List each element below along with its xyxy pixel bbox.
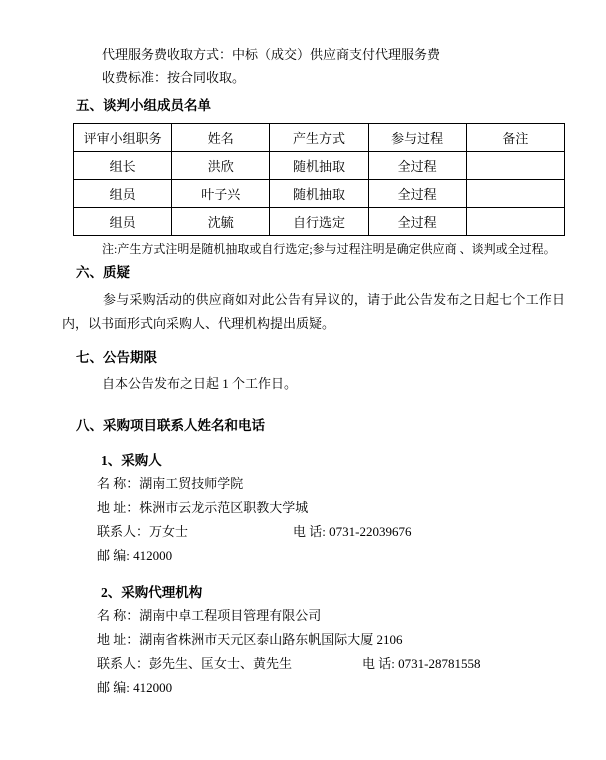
cell-role: 组员 (74, 208, 172, 236)
section6-body: 参与采购活动的供应商如对此公告有异议的，请于此公告发布之日起七个工作日内，以书面形式向采购人、代理机构提出质疑。 (62, 292, 565, 331)
negotiation-group-table (73, 123, 565, 236)
cell-role: 组员 (74, 180, 172, 208)
purchaser-zip-line (97, 544, 597, 568)
agency-address: 地 址：湖南省株洲市天元区泰山路东帆国际大厦 2106 (97, 632, 403, 647)
agency-address-line (97, 628, 597, 652)
cell-name: 沈毓 (172, 208, 270, 236)
cell-remarks (466, 180, 564, 208)
purchaser-phone: 电 话: 0731-22039676 (293, 524, 412, 539)
cell-selection-method: 自行选定 (270, 208, 368, 236)
col-header-participation: 参与过程 (368, 124, 466, 152)
purchaser-name: 名 称：湖南工贸技师学院 (97, 476, 244, 491)
section7-title: 七、公告期限 (76, 350, 157, 365)
cell-participation: 全过程 (368, 152, 466, 180)
cell-role: 组长 (74, 152, 172, 180)
agency-heading: 2、采购代理机构 (101, 585, 203, 600)
agency-fee-method-line: 代理服务费收取方式：中标（成交）供应商支付代理服务费 (102, 47, 441, 62)
cell-name: 洪欣 (172, 152, 270, 180)
agency-phone: 电 话: 0731-28781558 (362, 656, 481, 671)
fee-standard-line: 收费标准：按合同收取。 (102, 70, 246, 85)
section7-body: 自本公告发布之日起 1 个工作日。 (102, 376, 298, 391)
agency-zip-line (97, 676, 597, 700)
purchaser-name-line (97, 472, 597, 496)
agency-name-line (97, 604, 597, 628)
section5-title: 五、谈判小组成员名单 (76, 98, 211, 113)
section8-title: 八、采购项目联系人姓名和电话 (76, 418, 265, 433)
table-row (74, 152, 565, 180)
col-header-role: 评审小组职务 (74, 124, 172, 152)
table-header-row (74, 124, 565, 152)
cell-selection-method: 随机抽取 (270, 180, 368, 208)
purchaser-contact-line (97, 520, 597, 544)
agency-zip: 邮 编: 412000 (97, 680, 173, 695)
purchaser-contact: 联系人：万女士 (97, 524, 189, 539)
agency-name: 名 称：湖南中卓工程项目管理有限公司 (97, 608, 322, 623)
purchaser-heading: 1、采购人 (101, 453, 162, 468)
cell-participation: 全过程 (368, 180, 466, 208)
table-row (74, 208, 565, 236)
cell-name: 叶子兴 (172, 180, 270, 208)
table-row (74, 180, 565, 208)
agency-fee-paragraph (102, 0, 606, 89)
cell-participation: 全过程 (368, 208, 466, 236)
purchaser-address-line (97, 496, 597, 520)
cell-remarks (466, 208, 564, 236)
agency-contact-line (97, 652, 597, 676)
cell-selection-method: 随机抽取 (270, 152, 368, 180)
col-header-selection-method: 产生方式 (270, 124, 368, 152)
col-header-name: 姓名 (172, 124, 270, 152)
cell-remarks (466, 152, 564, 180)
purchaser-zip: 邮 编: 412000 (97, 548, 173, 563)
section6-title: 六、质疑 (76, 265, 130, 280)
col-header-remarks: 备注 (466, 124, 564, 152)
purchaser-address: 地 址：株洲市云龙示范区职教大学城 (97, 500, 309, 515)
agency-contact: 联系人：彭先生、匡女士、黄先生 (97, 656, 293, 671)
table-note: 注:产生方式注明是随机抽取或自行选定;参与过程注明是确定供应商 、谈判或全过程。 (102, 242, 556, 256)
